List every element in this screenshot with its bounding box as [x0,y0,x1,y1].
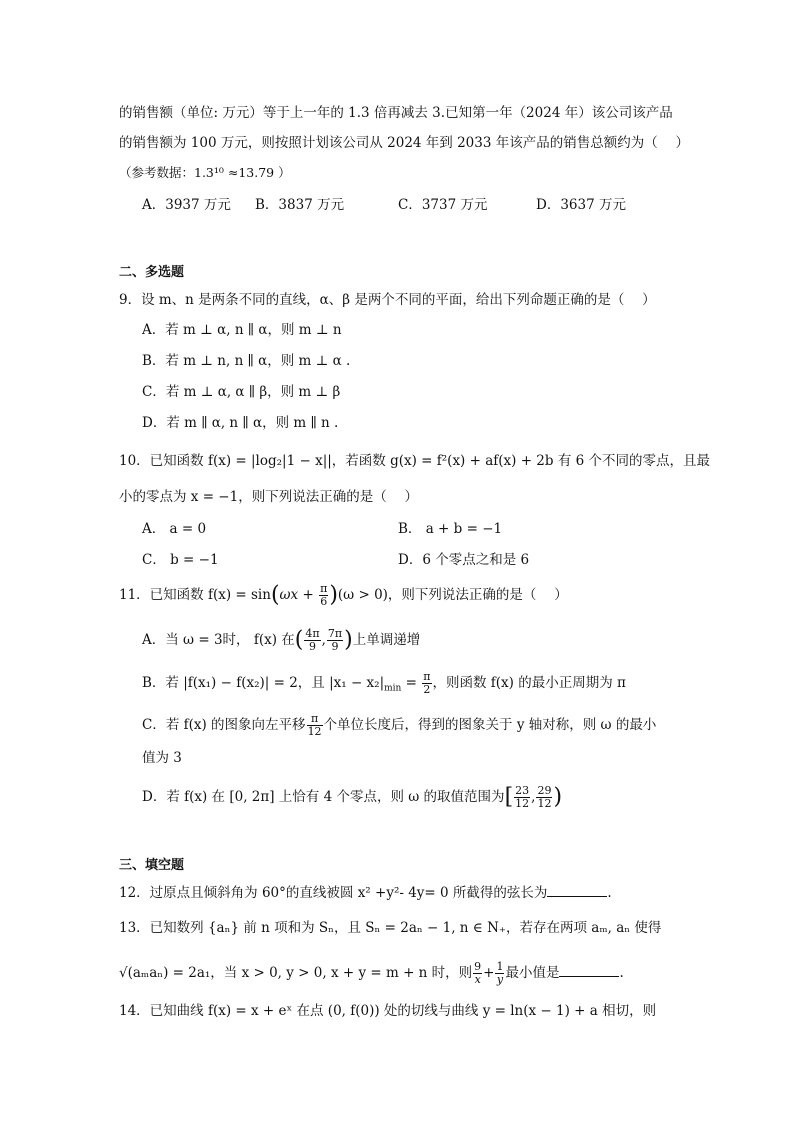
q11-c-post: 个单位长度后，得到的图象关于 y 轴对称，则 ω 的最小 [323,717,657,733]
q8-option-d: D．3637 万元 [536,197,626,213]
paren-right: ) [344,627,353,653]
q8-line1: 的销售额（单位: 万元）等于上一年的 1.3 倍再减去 3.已知第一年（2024 年）该公司该产品 [119,105,673,121]
q13-line1: 13．已知数列 {aₙ} 前 n 项和为 Sₙ，且 Sₙ = 2aₙ − 1, n ∈ N₊，若存在两项 aₘ, aₙ 使得 [119,920,662,936]
numerator: π [307,713,323,726]
q11-d-pre: D．若 f(x) 在 [0, 2π] 上恰有 4 个零点，则 ω 的取值范围为 [142,789,505,805]
q14-line: 14．已知曲线 f(x) = x + eˣ 在点 (0, f(0)) 处的切线与曲线 y = ln(x − 1) + a 相切，则 [119,1003,657,1019]
numerator: π [423,670,431,683]
q12-line [119,884,612,902]
q11-c-pre: C．若 f(x) 的图象向左平移 [142,717,306,733]
q13-line2-pre: √(aₘaₙ) = 2a₁，当 x > 0, y > 0, x + y = m + n 时，则 [119,965,473,981]
q8-option-c: C．3737 万元 [398,197,488,213]
section-title-fill-blank: 三、填空题 [119,858,185,873]
denominator: 6 [320,595,328,608]
paren-right: ) [329,582,338,608]
q13-period: . [619,965,624,981]
pi-over-6-fraction [319,583,328,608]
q8-option-b: B．3837 万元 [255,197,345,213]
q12-period: . [607,885,612,901]
q11-b-pre: B．若 |f(x₁) − f(x₂)| = 2，且 |x₁ − x₂| [142,675,385,691]
bracket-left: [ [504,784,514,810]
q12-text: 12．过原点且倾斜角为 60°的直线被圆 x² +y²- 4y= 0 所截得的弦长为 [119,885,548,901]
denominator: 12 [537,797,552,810]
q11-option-c [142,713,656,738]
9-over-x-fraction [473,961,482,986]
section-title-multi-choice: 二、多选题 [119,265,185,280]
q11-a-post: 上单调递增 [352,632,421,648]
q13-line2: √(aₘaₙ) = 2a₁，当 x > 0, y > 0, x + y = m + n 时，则 $\frac{9}{x}$ + $\frac{1}{y}$ 最小值是 . [119,960,624,986]
numerator: 9 [474,960,482,973]
pi-over-2-fraction [422,671,431,696]
numerator: 4π [305,627,320,640]
q12-answer-blank [547,884,607,897]
numerator: 7π [327,627,343,640]
paren-right: ) [553,784,563,810]
denominator: 12 [515,797,530,810]
q11-option-a: A．当 ω = 3时， f(x) 在( $\frac{4\pi}{9}$ , $\frac{7\pi}{9}$ )上单调递增 [142,627,421,653]
q11-stem-post: (ω > 0)，则下列说法正确的是（ ） [337,587,568,603]
numerator: 29 [537,784,552,797]
q10-option-d: D．6 个零点之和是 6 [398,552,530,568]
q11-omega-x: ωx + [279,587,319,603]
denominator: 9 [331,640,339,653]
23-over-12-fraction [514,785,530,810]
q11-option-d: D．若 f(x) 在 [0, 2π] 上恰有 4 个零点，则 ω 的取值范围为[ $\frac{23}{12}$ , $\frac{29}{12}$ ) [142,784,563,810]
denominator: y [496,973,504,986]
denominator: 9 [308,640,316,653]
paren-left: ( [270,582,280,608]
q11-option-b: B．若 |f(x₁) − f(x₂)| = 2，且 $|x_1 - x_2|_{min}$ = $\frac{\pi}{2}$ ，则函数 f(x) 的最小正周期为 π [142,670,626,696]
numerator: π [320,582,328,595]
q11-a-pre: A．当 ω = 3时， f(x) 在 [142,632,295,648]
paren-left: ( [294,627,304,653]
denominator: x [474,973,481,986]
q11-stem-pre: 11．已知函数 f(x) = sin [119,587,271,603]
q9-option-b: B．若 m ⊥ n, n ∥ α，则 m ⊥ α . [142,353,351,369]
q8-reference-data: （参考数据：1.3¹⁰ ≈13.79 ） [119,165,291,180]
q10-stem-line2: 小的零点为 x = −1，则下列说法正确的是（ ） [119,489,418,505]
4pi-over-9-fraction [304,628,320,653]
q8-line2: 的销售额为 100 万元，则按照计划该公司从 2024 年到 2033 年该产品的销售总额约为（ ） [119,135,690,151]
q13-answer-blank [559,964,619,977]
q9-stem: 9．设 m、n 是两条不同的直线，α、β 是两个不同的平面，给出下列命题正确的是（ ） [119,292,656,308]
pi-over-12-fraction [307,713,323,738]
q13-line2-post: 最小值是 [505,965,560,981]
q10-stem-line1: 10．已知函数 f(x) = |log₂|1 − x||，若函数 g(x) = f²(x) + af(x) + 2b 有 6 个不同的零点，且最 [119,453,711,469]
1-over-y-fraction [495,961,504,986]
q9-option-a: A．若 m ⊥ α, n ∥ α，则 m ⊥ n [142,322,342,338]
numerator: 1 [496,960,504,973]
min-subscript: min [384,683,402,694]
7pi-over-9-fraction [327,628,343,653]
numerator: 23 [515,784,530,797]
q10-option-b: B． a + b = −1 [398,521,503,537]
q10-option-c: C． b = −1 [142,552,219,568]
q11-option-c-line2: 值为 3 [142,750,182,766]
denominator: 12 [307,725,322,738]
q9-option-d: D．若 m ∥ α, n ∥ α，则 m ∥ n . [142,415,339,431]
29-over-12-fraction [536,785,552,810]
q11-stem [119,583,568,608]
q10-option-a: A． a = 0 [142,521,207,537]
denominator: 2 [423,683,431,696]
q9-option-c: C．若 m ⊥ α, α ∥ β，则 m ⊥ β [142,384,341,400]
q11-b-post: ，则函数 f(x) 的最小正周期为 π [432,675,626,691]
q8-option-a: A．3937 万元 [142,197,231,213]
